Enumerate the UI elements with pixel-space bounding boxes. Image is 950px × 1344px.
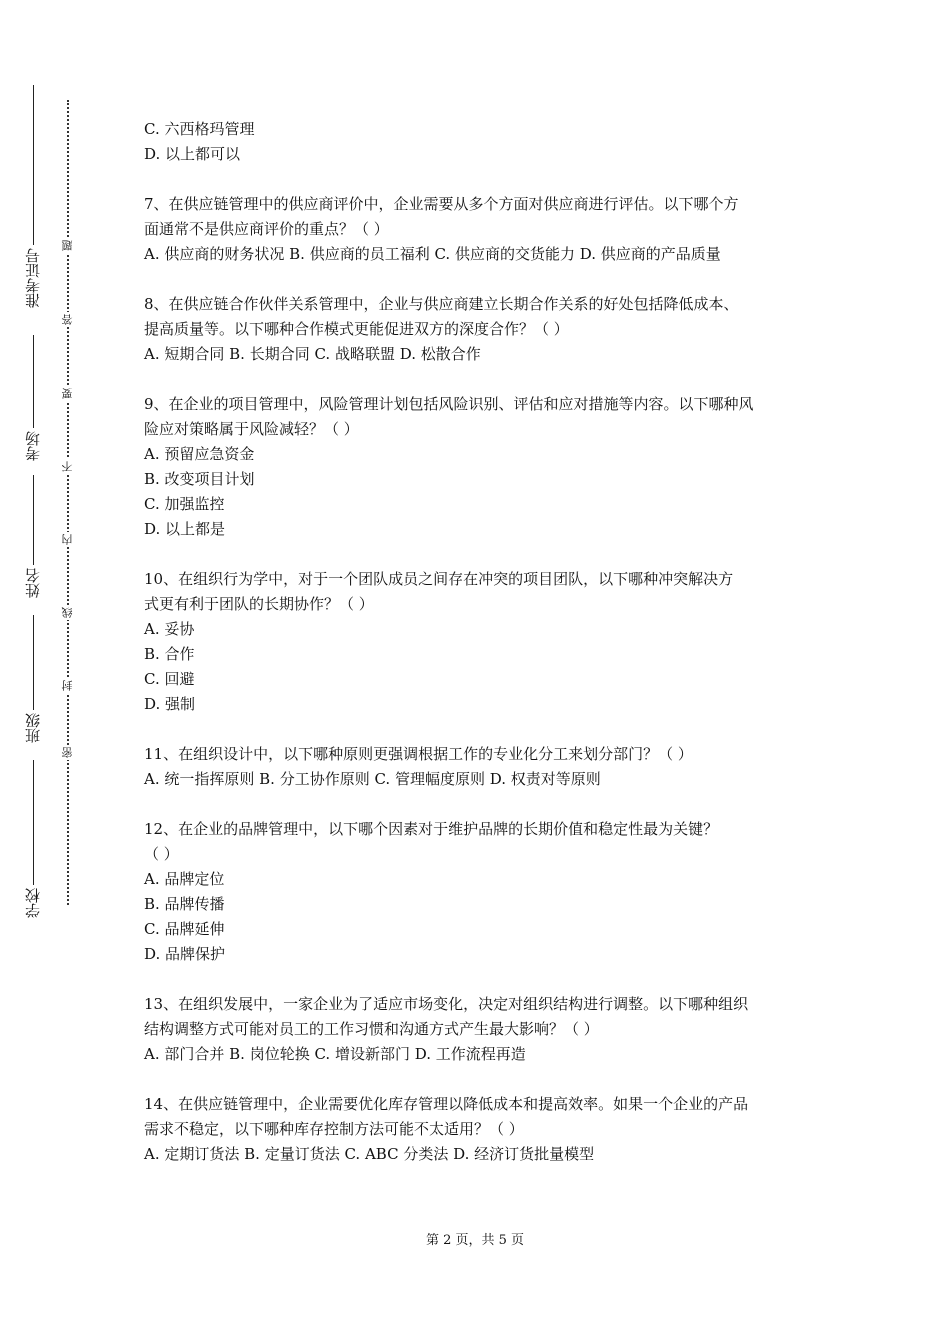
seal-char: 线 [61, 607, 74, 618]
option: B. 改变项目计划 [144, 470, 255, 488]
option: B. 合作 [144, 645, 195, 663]
question-6-tail [144, 117, 814, 167]
question-stem: 结构调整方式可能对员工的工作习惯和沟通方式产生最大影响？（ ） [144, 1020, 599, 1038]
option: B. 品牌传播 [144, 895, 225, 913]
page-number: 第 2 页，共 5 页 [425, 1233, 525, 1248]
question-12 [144, 817, 814, 967]
option: C. 回避 [144, 670, 195, 688]
question-8 [144, 292, 814, 367]
question-7 [144, 192, 814, 267]
binding-field-exam-room [22, 335, 44, 464]
question-stem: 需求不稳定，以下哪种库存控制方法可能不太适用？（ ） [144, 1120, 524, 1138]
option: A. 统一指挥原则 B. 分工协作原则 C. 管理幅度原则 D. 权责对等原则 [144, 770, 601, 788]
option: C. 加强监控 [144, 495, 225, 513]
binding-label-school: 学校 [24, 888, 42, 918]
option: A. 品牌定位 [144, 870, 225, 888]
question-14 [144, 1092, 814, 1167]
binding-label-class: 班级 [24, 713, 42, 743]
option: A. 部门合并 B. 岗位轮换 C. 增设新部门 D. 工作流程再造 [144, 1045, 526, 1063]
option: D. 以上都是 [144, 520, 226, 538]
option: C. 六西格玛管理 [144, 120, 255, 138]
question-content [144, 117, 814, 1192]
seal-char: 封 [61, 680, 74, 691]
question-stem: 10、在组织行为学中，对于一个团队成员之间存在冲突的项目团队，以下哪种冲突解决方 [144, 570, 734, 588]
seal-char: 不 [61, 461, 74, 472]
question-stem: 14、在供应链管理中，企业需要优化库存管理以降低成本和提高效率。如果一个企业的产品 [144, 1095, 749, 1113]
seal-line [67, 100, 69, 905]
seal-char: 内 [61, 534, 74, 545]
option: A. 妥协 [144, 620, 195, 638]
question-11 [144, 742, 814, 792]
option: C. 品牌延伸 [144, 920, 225, 938]
binding-field-class [22, 615, 44, 746]
question-stem: 提高质量等。以下哪种合作模式更能促进双方的深度合作？（ ） [144, 320, 569, 338]
option: A. 定期订货法 B. 定量订货法 C. ABC 分类法 D. 经济订货批量模型 [144, 1145, 595, 1163]
option: D. 强制 [144, 695, 196, 713]
seal-char: 要 [61, 388, 74, 399]
seal-char: 密 [61, 747, 74, 758]
binding-field-name [22, 475, 44, 601]
option: A. 预留应急资金 [144, 445, 255, 463]
question-stem: 式更有利于团队的长期协作？（ ） [144, 595, 374, 613]
question-stem: 11、在组织设计中，以下哪种原则更强调根据工作的专业化分工来划分部门？（ ） [144, 745, 693, 763]
option: A. 供应商的财务状况 B. 供应商的员工福利 C. 供应商的交货能力 D. 供应商的产品质量 [144, 245, 721, 263]
option: D. 品牌保护 [144, 945, 226, 963]
question-stem: 面通常不是供应商评价的重点？（ ） [144, 220, 389, 238]
question-stem: （ ） [144, 845, 179, 863]
binding-field-exam-id [22, 85, 44, 311]
question-stem: 13、在组织发展中，一家企业为了适应市场变化，决定对组织结构进行调整。以下哪种组织 [144, 995, 749, 1013]
question-stem: 8、在供应链合作伙伴关系管理中，企业与供应商建立长期合作关系的好处包括降低成本、 [144, 295, 739, 313]
question-stem: 险应对策略属于风险减轻？（ ） [144, 420, 359, 438]
question-9 [144, 392, 814, 542]
option: D. 以上都可以 [144, 145, 241, 163]
option: A. 短期合同 B. 长期合同 C. 战略联盟 D. 松散合作 [144, 345, 481, 363]
binding-label-exam-room: 考场 [24, 431, 42, 461]
question-stem: 9、在企业的项目管理中，风险管理计划包括风险识别、评估和应对措施等内容。以下哪种风 [144, 395, 754, 413]
binding-label-name: 姓名 [24, 568, 42, 598]
question-stem: 12、在企业的品牌管理中，以下哪个因素对于维护品牌的长期价值和稳定性最为关键？ [144, 820, 719, 838]
binding-label-exam-id: 准考证号 [24, 248, 42, 308]
question-13 [144, 992, 814, 1067]
seal-char: 题 [61, 240, 74, 251]
question-10 [144, 567, 814, 717]
seal-char: 答 [61, 314, 74, 325]
question-stem: 7、在供应链管理中的供应商评价中，企业需要从多个方面对供应商进行评估。以下哪个方 [144, 195, 739, 213]
binding-field-school [22, 760, 44, 921]
